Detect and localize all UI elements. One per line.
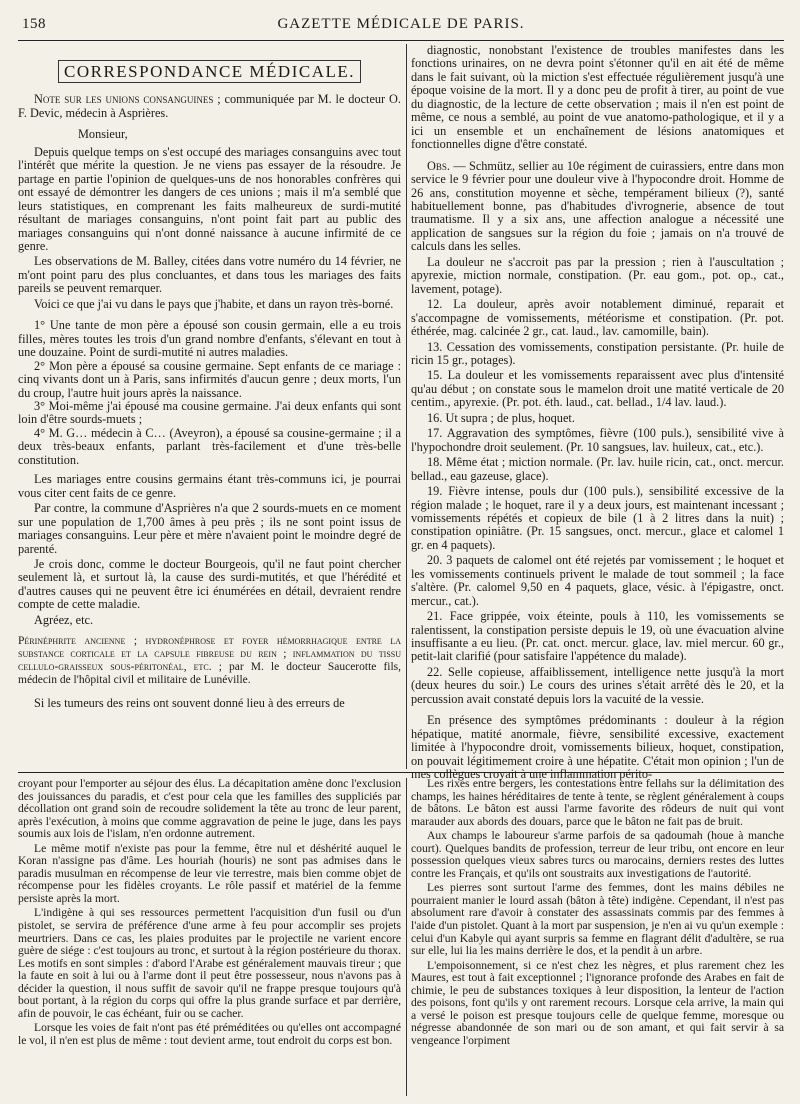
daily-entry: 18. Même état ; miction normale. (Pr. lav. huile ricin, cat., onct. mercur. bellad., eau gazeuse, glace). [411,455,784,483]
note-byline: communiquée par M. le docteur O. F. Devic, médecin à Asprières. [18,92,401,120]
section-title: CORRESPONDANCE MÉDICALE. [58,60,361,83]
observation-text: — Schmütz, sellier au 10e régiment de cuirassiers, entre dans mon service le 9 février pour une douleur vive à l'hypocondre droit. Homme de 26 ans, constitution moyenne et sèche, tempérament bilieux (?), santé habituellement bonne, pas d'habitudes d'ivrognerie, absence de tout traumatisme. Il y a six ans, une affection analogue a nécessité une application de sangsues sur la région du foie ; jamais on n'a trouvé de calculs dans les selles. [411,158,784,254]
paragraph: Je crois donc, comme le docteur Bourgeois, qu'il ne faut point chercher seulement là, et surtout là, la cause des surdi-mutités, et que l'hérédité et d'autres causes qui ne peuvent être ici énumérées en détail, devraient rendre compte de cette maladie. [18,556,401,612]
column-divider [406,44,407,769]
salutation: Monsieur, [78,127,128,142]
list-item: 3° Moi-même j'ai épousé ma cousine germaine. J'ai deux enfants qui sont loin d'être sourds-muets ; [18,398,401,427]
column-divider [406,778,407,1096]
paragraph: Aux champs le laboureur s'arme parfois de sa qadoumah (houe à manche court). Quelques bandits de profession, terreur de leur tribu, ont encore en leur possession quelques vieux sabres turcs ou marocains, derniers restes des luttes contre les Français, et qu'ils ont soustraits aux investigations de l'autorité. [411,829,784,880]
list-item: 2° Mon père a épousé sa cousine germaine. Sept enfants de ce mariage : cinq vivants dont un à Paris, sans infirmités d'aucun genre ; deux morts, l'un du croup, l'autre huit jours après la naissance. [18,358,401,400]
article-title: Périnéphrite ancienne ; hydronéphrose et foyer hémorrhagique entre la substance corticale et la capsule fibreuse du rein ; inflammation du tissu cellulo-graisseux sous-péritonéal, etc. ; [18,635,401,674]
paragraph: Lorsque les voies de fait n'ont pas été préméditées ou qu'elles ont accompagné le vol, il n'en est plus de même : tout devient arme, tout endroit du corps est bon. [18,1021,401,1047]
note-heading [18,93,401,120]
article-byline: par M. le docteur Saucerotte fils, médecin de l'hôpital civil et militaire de Lunéville. [18,661,402,687]
daily-entry: 12. La douleur, après avoir notablement diminué, reparait et s'accompagne de vomissements, météorisme et constipation. (Pr. pot. éthérée, mag. calcinée 2 gr., cat. laud., lav. camomille, bain). [411,297,784,339]
closing: Agréez, etc. [34,612,94,627]
daily-entry: 15. La douleur et les vomissements reparaissent avec plus d'intensité qu'au début ; on constate sous le mamelon droit une matité verticale de 20 centim., apyrexie. (Pr. pot. éth. laud., cat. bellad., 1/4 lav. laud.). [411,368,784,410]
header-rule [18,40,784,41]
paragraph: En présence des symptômes prédominants : douleur à la région hépatique, matité anormale, fièvre, sensibilité excessive, exactement limitée à l'hypocondre droit, vomissements bilieux, hoquet, constipation, on pouvait légitimement croire à une hépatite. C'était mon opinion ; l'un de mes collègues croyait à une inflammation périto- [411,713,784,782]
paragraph: Les rixes entre bergers, les contestations entre fellahs sur la délimitation des champs, les haines héréditaires de tente à tente, se règlent généralement à coups de bâtons. Le bâton est aussi l'arme favorite des rôdeurs de nuit qui vont marauder aux abords des douars, parce que le bâton ne fait pas de bruit. [411,777,784,828]
daily-entry: 17. Aggravation des symptômes, fièvre (100 puls.), sensibilité vive à l'hypochondre droit seulement. (Pr. 10 sangsues, lav. huileux, cat., etc.). [411,426,784,454]
paragraph: Les mariages entre cousins germains étant très-communs ici, je pourrai vous citer cent faits de ce genre. [18,472,401,500]
daily-entry: 16. Ut supra ; de plus, hoquet. [427,410,575,425]
daily-entry: 13. Cessation des vomissements, constipation persistante. (Pr. huile de ricin 15 gr., potages). [411,339,784,367]
article-heading [18,635,401,687]
paragraph: croyant pour l'emporter au séjour des élus. La décapitation amène donc l'exclusion des jouissances du paradis, et c'est pour cela que les familles des suppliciés par décollation ont grand soin de recoudre solidement la tête au tronc de leur parent, après l'exécution, à moins que comme aggravation de peine le juge, dans les pays soumis aux lois de l'islam, n'en ordonne autrement. [18,777,401,841]
lower-section [18,778,784,1096]
lower-right-column [411,778,784,1096]
daily-entry: 20. 3 paquets de calomel ont été rejetés par vomissement ; le hoquet et les vomissements continuels privent le malade de tout sommeil ; la face s'altère. (Pr. calomel 9,50 en 4 paquets, glace, vésic. à l'épigastre, onct. mercur., cat.). [411,553,784,608]
upper-left-column [18,44,401,769]
section-rule [18,772,784,773]
paragraph: diagnostic, nonobstant l'existence de troubles manifestes dans les fonctions urinaires, on ne devra point s'étonner qu'il en ait été de même dans le fait suivant, où la miction s'est effectuée régulièrement jusqu'à une époque voisine de la mort. Il y a donc peu de profit à tirer, au point de vue du diagnostic, de la lecture de cette observation ; mais il n'en est point de même, ce nous a semblé, au point de vue anatomo-pathologique, et il y a ici un ensemble et un enchaînement de lésions anatomiques et fonctionnelles digne d'être constaté. [411,43,784,152]
paragraph: L'empoisonnement, si ce n'est chez les nègres, et plus rarement chez les Maures, est tout à fait exceptionnel ; l'ignorance profonde des Arabes en fait de chimie, le peu de substances toxiques à leur disposition, la lenteur de l'action des poisons, font qu'ils y ont rarement recours. Lorsque cela arrive, la main qui a versé le poison est presque toujours celle de quelque femme, moresque ou négresse abandonnée de son mari ou de son amant, et qui fait servir à sa vengeance l'orpiment [411,958,784,1047]
paragraph: Par contre, la commune d'Asprières n'a que 2 sourds-muets en ce moment sur une population de 1,700 âmes à peu près ; ils ne sont point issus de mariages consanguins. Leur père et mère n'avaient point le moindre degré de parenté. [18,501,401,556]
paragraph: Les pierres sont surtout l'arme des femmes, dont les mains débiles ne pourraient manier le lourd assah (bâton à tête) indigène. Cependant, il n'est pas absolument rare d'avoir à constater des assassinats commis par des femmes à l'aide d'un pistolet. Quant à la mort par suspension, je n'en ai vu qu'un exemple : celui d'un Kabyle qui ayant surpris sa femme en flagrant délit d'adultère, se rua sur elle, lui lia les mains derrière le dos, et la pendit à un arbre. [411,881,784,958]
paragraph: Si les tumeurs des reins ont souvent donné lieu à des erreurs de [34,696,345,711]
paragraph: L'indigène à qui ses ressources permettent l'acquisition d'un fusil ou d'un pistolet, se servira de préférence d'une arme à feu pour accomplir ses projets meurtriers. Dans ce cas, les plaies produites par le projectile ne varient encore guère de siége : c'est toujours au tronc, et surtout à la région postérieure du thorax. Les motifs en sont simples : d'abord l'Arabe est généralement mauvais tireur ; que la faute en soit à lui ou à l'arme dont il peut être possesseur, nous n'avons pas à décider la question, il nous suffit de savoir qu'il ne frappe presque toujours qu'à bout portant, à la région du corps qui offre la plus grande surface et par derrière, afin de pouvoir, le cas échéant, fuir ou se cacher. [18,906,401,1020]
note-title: Note sur les unions consanguines ; [34,92,221,107]
running-head [22,16,780,38]
paragraph: Le même motif n'existe pas pour la femme, être nul et déshérité auquel le Koran n'assigne pas d'âme. Les houriah (houris) ne sont pas admises dans le paradis musulman en récompense de leur vie terrestre, mais bien comme objet de récompense pour les fidèles croyants. Le rôle passif et matériel de la femme persiste après la mort. [18,841,401,905]
paragraph: Depuis quelque temps on s'est occupé des mariages consanguins avec tout l'intérêt que mérite la question. Je ne viens pas essayer de la résoudre. Je partage en partie l'opinion de quelques-uns de nos honorables confrères qui ont essayé de démontrer les dangers de ces unions ; mais il m'a semblé que leurs statistiques, en comprenant les faits malheureux de surdi-mutité résultant de mariages consanguins, n'ont point fait part au public des mariages consanguins qui n'ont donné naissance à aucune infirmité de ce genre. [18,144,401,253]
paragraph: Les observations de M. Balley, citées dans votre numéro du 14 février, ne m'ont point paru des plus concluantes, et dans tous les mariages des faits pareils se peuvent remarquer. [18,254,401,296]
daily-entry: 19. Fièvre intense, pouls dur (100 puls.), sensibilité excessive de la région malade ; le hoquet, rare il y a deux jours, est maintenant incessant ; vomissements répétés et copieux de bile (1 à 2 litres dans la nuit) ; constipation opiniâtre. (Pr. 15 sangsues, onct. mercur., glace et calomel 1 gr. en 4 paquets). [411,484,784,552]
list-item: 1° Une tante de mon père a épousé son cousin germain, elle a eu trois filles, mères toutes les trois d'un grand nombre d'enfants, s'élevant en tout à une douzaine. Point de surdi-mutité ni autres maladies. [18,318,401,360]
journal-title: GAZETTE MÉDICALE DE PARIS. [277,16,525,32]
daily-entry: La douleur ne s'accroit pas par la pression ; rien à l'auscultation ; apyrexie, miction normale, constipation. (Pr. eau gom., pot. op., cat., lavement, potage). [411,254,784,296]
upper-right-column [411,43,784,782]
lower-left-column [18,778,401,1096]
list-item: 4° M. G… médecin à C… (Aveyron), a épousé sa cousine-germaine ; il a deux très-beaux enfants, parlant très-facilement et d'une très-belle constitution. [18,425,401,467]
paragraph: Voici ce que j'ai vu dans le pays que j'habite, et dans un rayon très-borné. [34,296,394,311]
upper-section [18,43,784,782]
page-number: 158 [22,16,46,32]
daily-entry: 22. Selle copieuse, affaiblissement, intelligence nette jusqu'à la mort (deux heures du soir.) Le cours des urines s'était arrêté dès le 20, et la percussion avait constaté depuis lors la vacuité de la vessie. [411,664,784,706]
daily-entry: 21. Face grippée, voix éteinte, pouls à 110, les vomissements se ralentissent, la constipation persiste depuis le 19, où une évacuation alvine insuffisante a eu lieu. (Pr. cat. onct. mercur. glace, lav. miel mercur. 60 gr., petit-lait clarifié (pour satisfaire l'appétence du malade). [411,609,784,664]
observation-paragraph [411,160,784,254]
observation-label: Obs. [427,158,450,173]
